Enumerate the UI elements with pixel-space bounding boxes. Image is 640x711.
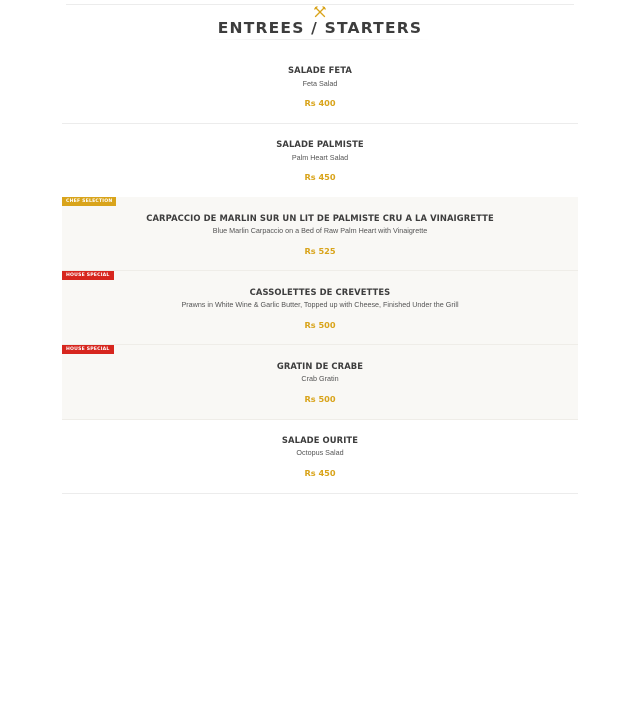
- item-name: CARPACCIO DE MARLIN SUR UN LIT DE PALMISTE CRU A LA VINAIGRETTE: [146, 213, 494, 223]
- item-price: Rs 400: [304, 98, 336, 108]
- item-price: Rs 500: [304, 320, 336, 330]
- menu-item[interactable]: [62, 124, 578, 198]
- item-price: Rs 525: [304, 246, 336, 256]
- menu-item-featured[interactable]: [62, 271, 578, 345]
- menu-item[interactable]: [62, 50, 578, 124]
- item-price: Rs 450: [304, 468, 336, 478]
- menu-item-featured[interactable]: [62, 197, 578, 271]
- item-price: Rs 500: [304, 394, 336, 404]
- item-description: Blue Marlin Carpaccio on a Bed of Raw Palm Heart with Vinaigrette: [212, 226, 428, 235]
- item-name: SALADE FETA: [287, 65, 352, 75]
- item-description: Crab Gratin: [301, 374, 339, 383]
- item-description: Palm Heart Salad: [291, 153, 349, 162]
- title-underline: [210, 39, 430, 40]
- menu-item[interactable]: [62, 420, 578, 494]
- item-price: Rs 450: [304, 172, 336, 182]
- item-divider: [62, 493, 578, 494]
- section-title: ENTREES / STARTERS: [217, 19, 423, 37]
- item-name: GRATIN DE CRABE: [276, 361, 364, 371]
- item-description: Octopus Salad: [296, 448, 344, 457]
- item-name: CASSOLETTES DE CREVETTES: [249, 287, 391, 297]
- chef-selection-badge: CHEF SELECTION: [62, 197, 116, 206]
- item-description: Feta Salad: [302, 79, 338, 88]
- menu-item-featured[interactable]: [62, 345, 578, 420]
- item-description: Prawns in White Wine & Garlic Butter, Topped up with Cheese, Finished Under the Grill: [181, 300, 459, 309]
- item-name: SALADE OURITE: [281, 435, 359, 445]
- item-name: SALADE PALMISTE: [276, 139, 364, 149]
- house-special-badge: HOUSE SPECIAL: [62, 271, 114, 280]
- house-special-badge: HOUSE SPECIAL: [62, 345, 114, 354]
